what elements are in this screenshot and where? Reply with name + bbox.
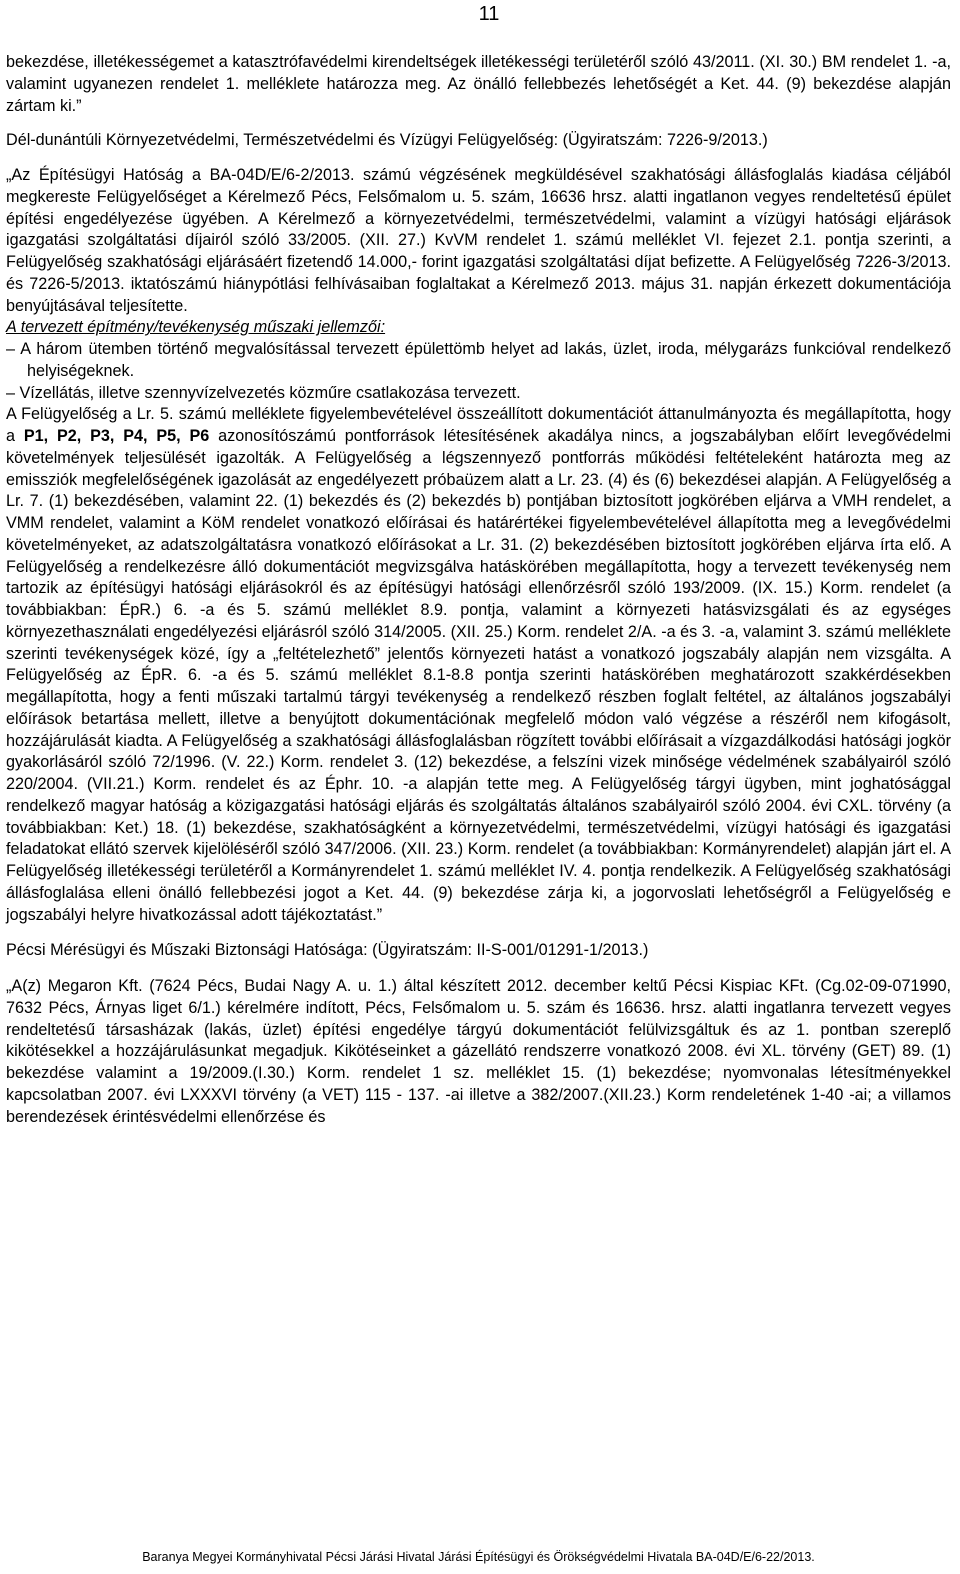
paragraph-continuation: bekezdése, illetékességemet a katasztrófavédelmi kirendeltségek illetékességi területéről szóló 43/2011. (XI. 30.) BM rendelet 1. -a, valamint ugyanezen rendelet 1. melléklete határozza meg. Az önálló fellebbezés lehetőségét a Ket. 44. (9) bekezdése alapján zártam ki.” <box>6 53 951 115</box>
paragraph-gas-conditions: „A(z) Megaron Kft. (7624 Pécs, Budai Nagy A. u. 1.) által készített 2012. december keltű Pécsi Kispiac KFt. (Cg.02-09-071990, 7632 Pécs, Árnyas liget 6/1.) kérelmére indított, Pécs, Felsőmalom u. 5. szám és 16636. hrsz. alatti ingatlanra tervezett vegyes rendeltetésű társasházak (lakás, üzlet) építési engedélye tárgyú dokumentációt felülvizsgáltuk és az 1. pontban szereplő kikötésekkel a hozzájárulásunkat megadjuk. Kikötéseinket a gázellátó rendszerre vonatkozó 2008. évi XL. törvény (GET) 89. (1) bekezdése valamint a 19/2009.(I.30.) Korm. rendelet 1 sz. melléklet 15. (1) bekezdése; nyomvonalas létesítményekkel kapcsolatban 2007. évi LXXXVI törvény (a VET) 115 - 137. -ai illetve a 382/2007.(XII.23.) Korm rendeletének 1-40 -ai; a villamos berendezések érintésvédelmi ellenőrzése és <box>6 977 951 1126</box>
dash-list-item: – Vízellátás, illetve szennyvízelvezetés közműre csatlakozása tervezett. <box>6 383 521 402</box>
page-number: 11 <box>478 3 500 25</box>
dash-list-item: – A három ütemben történő megvalósítással tervezett épülettömb helyet ad lakás, üzlet, iroda, mélygarázs funkcióval rendelkező helyiségeknek. <box>6 340 951 380</box>
document-body <box>6 52 951 1128</box>
paragraph-authority-metrology: Pécsi Mérésügyi és Műszaki Biztonsági Hatósága: (Ügyiratszám: II-S-001/01291-1/2013.) <box>6 941 649 960</box>
heading-text: A tervezett építmény/tevékenység műszaki jellemzői: <box>6 318 386 337</box>
section-heading <box>6 317 951 339</box>
paragraph-quote-start: „Az Építésügyi Hatóság a BA-04D/E/6-2/2013. számú végzésének megküldésével szakhatósági állásfoglalás kiadása céljából megkereste Felügyelőséget a Kérelmező Pécs, Felsőmalom u. 5. szám, 16636 hrsz. alatti ingatlanon vegyes rendeltetésű épület építési engedélyezése ügyében. A Kérelmező a környezetvédelmi, természetvédelmi, valamint a vízügyi hatósági eljárások igazgatási szolgáltatási díjairól szóló 33/2005. (XII. 27.) KvVM rendelet 1. számú melléklet VI. fejezet 2.1. pontja szerinti, a Felügyelőség szakhatósági eljárásáért fizetendő 14.000,- forint igazgatási szolgáltatási díjat befizette. A Felügyelőség 7226-3/2013. és 7226-5/2013. iktatószámú hiánypótlási felhívásaiban foglaltakat a Kérelmező 2013. május 31. napján érkezett dokumentációja benyújtásával teljesítette. <box>6 166 951 315</box>
pollution-source-ids: P1, P2, P3, P4, P5, P6 <box>23 427 210 445</box>
paragraph-authority-environment: Dél-dunántúli Környezetvédelmi, Természetvédelmi és Vízügyi Felügyelőség: (Ügyiratszám: 7226-9/2013.) <box>6 131 768 150</box>
paragraph-main-part-a: A Felügyelőség a Lr. 5. számú melléklete figyelembevételével összeállított dokumentációt áttanulmányozta és megállapította, hogy a <box>6 405 951 445</box>
paragraph-main <box>6 404 951 926</box>
paragraph-main-part-c: azonosítószámú pontforrások létesítésének akadálya nincs, a jogszabályban előírt levegővédelmi követelmények teljesülését igazolták. A Felügyelőség a légszennyező pontforrás működési feltételeként határozta meg az emissziók megfelelőségének igazolását az engedélyezett próbaüzem alatt a Lr. 23. (4) és (6) bekezdései alapján. A Felügyelőség a Lr. 7. (1) bekezdésében, valamint 22. (1) bekezdés és (2) bekezdés b) pontjában biztosított jogkörében eljárva a VMH rendelet, a VMM rendelet, valamint a KöM rendelet vonatkozó előírásai és határértékei figyelembevételével állapította meg a levegővédelmi követelményeket, az adatszolgáltatásra vonatkozó előírásokat a Lr. 31. (2) bekezdésében biztosított jogkörében eljárva írta elő. A Felügyelőség a rendelkezésre álló dokumentációt megvizsgálva hatáskörében megállapította, hogy a tervezett tevékenység nem tartozik az építésügyi hatósági eljárásokról és az építésügyi hatósági ellenőrzésről szóló 193/2009. (IX. 15.) Korm. rendelet (a továbbiakban: ÉpR.) 6. -a és 5. számú melléklet 8.9. pontja, valamint a környezeti hatásvizsgálati és az egységes környezethasználati engedélyezési eljárásról szóló 314/2005. (XII. 25.) Korm. rendelet 2/A. -a és 3. -a, valamint 3. számú melléklete szerinti tevékenységek közé, így a „feltételezhető” jelentős környezeti hatást a vonatkozó jogszabály alapján nem vizsgálta. A Felügyelőség az ÉpR. 6. -a és 5. számú melléklet 8.1-8.8 pontja szerinti hatáskörében meghatározott szakkérdésekben megállapította, hogy a fenti műszaki tartalmú tárgyi tevékenység a rendelkező részben foglalt feltétel, az általános jogszabályi előírások betartása mellett, illetve a benyújtott dokumentációnak megfelelő módon való végzése a részéről nem kifogásolt, hozzájárulását kiadta. A Felügyelőség a szakhatósági állásfoglalásban rögzített további előírásait a vízgazdálkodási hatósági jogkör gyakorlásáról szóló 72/1996. (V. 22.) Korm. rendelet 3. (12) bekezdése, a felszíni vizek minősége védelmének szabályairól szóló 220/2004. (VII.21.) Korm. rendelet és az Éphr. 10. -a alapján tette meg. A Felügyelőség tárgyi ügyben, mint joghatósággal rendelkező magyar hatóság a közigazgatási hatósági eljárás és szolgáltatás általános szabályairól szóló 2004. évi CXL. törvény (a továbbiakban: Ket.) 18. (1) bekezdése, szakhatóságként a környezetvédelmi, természetvédelmi, vízügyi hatósági és igazgatási feladatokat ellátó szervek kijelöléséről szóló 347/2006. (XII. 23.) Korm. rendelet (a továbbiakban: Kormányrendelet) alapján járt el. A Felügyelőség illetékességi területéről a Kormányrendelet 1. számú melléklet IV. 4. pontja rendelkezik. A Felügyelőség szakhatósági állásfoglalása elleni önálló fellebbezési jogot a Ket. 44. (9) bekezdése zárja ki, a jogorvoslati lehetőségről a Felügyelőség e jogszabályi helyre hivatkozással adott tájékoztatást.” <box>6 427 951 924</box>
page-footer: Baranya Megyei Kormányhivatal Pécsi Járási Hivatal Járási Építésügyi és Örökségvédelmi Hivatala BA-04D/E/6-22/2013. <box>142 1550 815 1564</box>
